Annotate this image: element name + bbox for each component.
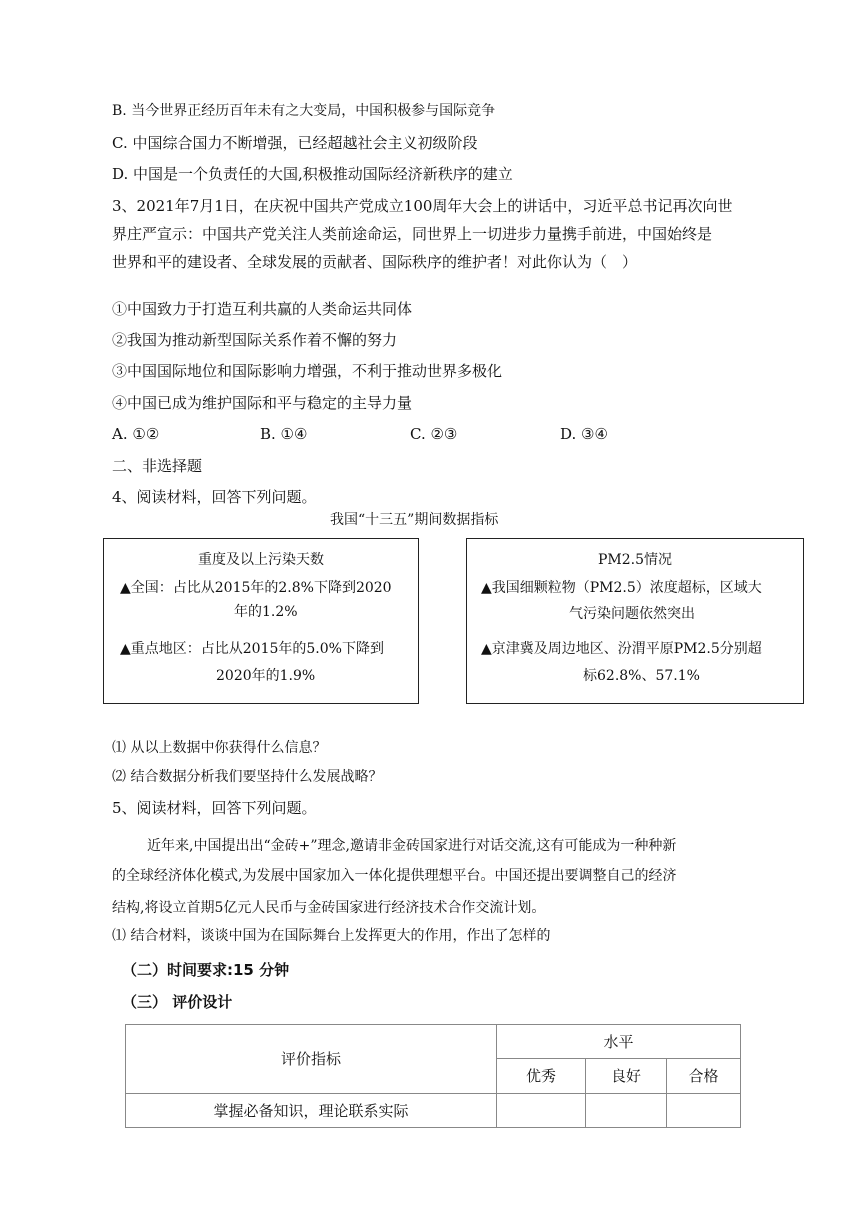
q3-choice-b: B. ①④	[260, 425, 308, 443]
eval-row1-indicator: 掌握必备知识，理论联系实际	[126, 1093, 497, 1127]
right-box-item1-line2: 气污染问题依然突出	[569, 606, 695, 622]
q3-statement-2: ②我国为推动新型国际关系作着不懈的努力	[112, 331, 398, 349]
q3-stem-line1: 3、2021年7月1日，在庆祝中国共产党成立100周年大会上的讲话中，习近平总书记再次向世	[112, 197, 733, 215]
q2-option-d: D. 中国是一个负责任的大国,积极推动国际经济新秩序的建立	[112, 165, 513, 183]
right-box-item2-line2: 标62.8%、57.1%	[583, 668, 700, 684]
q3-stem-line2: 界庄严宣示：中国共产党关注人类前途命运，同世界上一切进步力量携手前进，中国始终是	[112, 225, 713, 243]
q2-option-c: C. 中国综合国力不断增强，已经超越社会主义初级阶段	[112, 134, 478, 152]
left-box-item1-line1: ▲全国：占比从2015年的2.8%下降到2020	[120, 580, 392, 596]
eval-header-level: 水平	[497, 1025, 741, 1059]
eval-row1-good-cell	[586, 1093, 667, 1127]
q3-statement-4: ④中国已成为维护国际和平与稳定的主导力量	[112, 394, 413, 412]
left-box-item2-line1: ▲重点地区：占比从2015年的5.0%下降到	[120, 641, 384, 657]
right-box-title: PM2.5情况	[597, 552, 673, 568]
q3-statement-3: ③中国国际地位和国际影响力增强，不利于推动世界多极化	[112, 362, 503, 380]
eval-level-good: 良好	[586, 1059, 667, 1093]
q4-stem: 4、阅读材料，回答下列问题。	[112, 488, 317, 506]
q3-choice-d: D. ③④	[560, 425, 608, 443]
right-box-item1-line1: ▲我国细颗粒物（PM2.5）浓度超标，区域大	[481, 580, 762, 596]
right-box-item2-line1: ▲京津冀及周边地区、汾渭平原PM2.5分别超	[481, 641, 762, 657]
evaluation-table	[125, 1024, 741, 1128]
q5-para-line1: 近年来,中国提出出“金砖+”理念,邀请非金砖国家进行对话交流,这有可能成为一种种新	[147, 838, 677, 854]
q2-option-b: B. 当今世界正经历百年未有之大变局，中国积极参与国际竞争	[112, 103, 496, 119]
left-box-item1-line2: 年的1.2%	[234, 604, 298, 620]
left-box-item2-line2: 2020年的1.9%	[216, 668, 316, 684]
q5-stem: 5、阅读材料，回答下列问题。	[112, 799, 317, 817]
q3-choice-c: C. ②③	[410, 425, 458, 443]
evaluation-design-heading: （三） 评价设计	[122, 993, 233, 1011]
q4-table-title: 我国“十三五”期间数据指标	[330, 512, 499, 528]
right-data-box	[466, 538, 804, 704]
eval-level-excellent: 优秀	[497, 1059, 586, 1093]
eval-level-pass: 合格	[667, 1059, 741, 1093]
q3-stem-line3: 世界和平的建设者、全球发展的贡献者、国际秩序的维护者！对此你认为（ ）	[112, 253, 638, 271]
time-requirement: （二）时间要求:15 分钟	[122, 961, 290, 979]
q3-statement-1: ①中国致力于打造互利共赢的人类命运共同体	[112, 300, 413, 318]
left-box-title: 重度及以上污染天数	[198, 552, 324, 568]
eval-row1-excellent-cell	[497, 1093, 586, 1127]
left-data-box	[103, 538, 419, 704]
q4-sub1: ⑴ 从以上数据中你获得什么信息？	[112, 740, 327, 756]
q5-para-line3: 结构,将设立首期5亿元人民币与金砖国家进行经济技术合作交流计划。	[112, 900, 546, 916]
q5-sub1: ⑴ 结合材料，谈谈中国为在国际舞台上发挥更大的作用，作出了怎样的	[112, 928, 551, 944]
eval-header-indicator: 评价指标	[126, 1025, 497, 1094]
q4-sub2: ⑵ 结合数据分析我们要坚持什么发展战略？	[112, 769, 383, 785]
eval-row1-pass-cell	[667, 1093, 741, 1127]
q5-para-line2: 的全球经济体化模式,为发展中国家加入一体化提供理想平台。中国还提出要调整自己的经济	[112, 868, 677, 884]
q3-choice-a: A. ①②	[112, 425, 160, 443]
section2-title: 二、非选择题	[112, 457, 203, 475]
